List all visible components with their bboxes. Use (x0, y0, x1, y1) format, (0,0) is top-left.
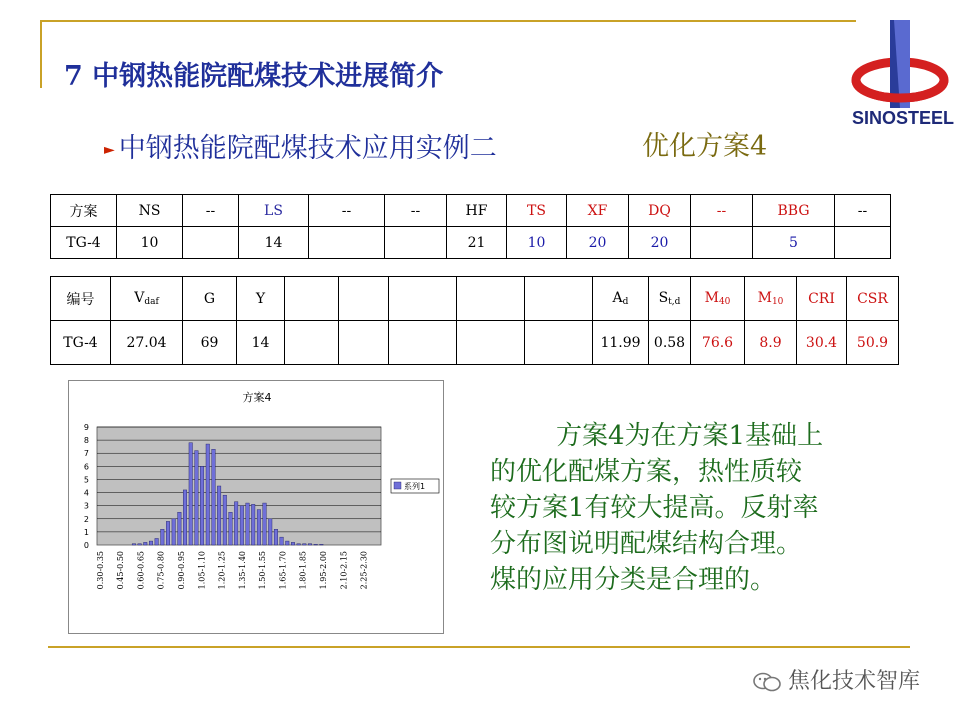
chart-bar (138, 544, 142, 545)
table-cell: 0.58 (649, 321, 691, 365)
table-cell: 27.04 (111, 321, 183, 365)
plot-area (97, 427, 381, 545)
table-cell: 方案 (51, 195, 117, 227)
table-cell: CRI (797, 277, 847, 321)
table-cell (285, 277, 339, 321)
chart-bar (223, 495, 227, 545)
chart-bar (291, 542, 295, 545)
chart-bar (155, 538, 159, 545)
frame-top-line (40, 20, 856, 22)
chart-bar (246, 503, 250, 545)
chart-bar (280, 537, 284, 545)
watermark (752, 664, 920, 695)
chart-bar (144, 542, 148, 545)
table-cell: 21 (447, 227, 507, 259)
table-cell: 14 (237, 321, 285, 365)
table-cell (457, 321, 525, 365)
table-cell (525, 277, 593, 321)
table-cell: -- (309, 195, 385, 227)
table-cell: 10 (117, 227, 183, 259)
chart-bar (166, 521, 170, 545)
x-tick-label: 1.05-1.10 (197, 551, 207, 590)
table-cell: G (183, 277, 237, 321)
table-cell (835, 227, 891, 259)
description-line: 的优化配煤方案，热性质较 (490, 457, 803, 487)
table-cell (309, 227, 385, 259)
chart-bar (263, 503, 267, 545)
chart-bar (314, 544, 318, 545)
x-tick-label: 1.50-1.55 (258, 551, 268, 590)
table-cell (183, 227, 239, 259)
table-cell (745, 277, 797, 321)
frame-bottom-line (48, 646, 910, 648)
table-header-row (51, 195, 891, 227)
m40-main: M (704, 290, 719, 306)
table-cell: 10 (507, 227, 567, 259)
chart-bar (189, 443, 193, 545)
table-cell: NS (117, 195, 183, 227)
table-cell: 14 (239, 227, 309, 259)
table-cell: DQ (629, 195, 691, 227)
table-cell (691, 277, 745, 321)
chart-bar (257, 510, 261, 545)
coke-quality-table (50, 276, 899, 365)
table-header-row (51, 277, 899, 321)
x-tick-label: 2.25-2.30 (359, 551, 369, 590)
page-title: 7 中钢热能院配煤技术进展简介 (64, 61, 444, 92)
y-tick-label: 3 (83, 501, 89, 511)
chart-bar (212, 449, 216, 545)
ad-main: A (612, 290, 623, 306)
table-cell: -- (835, 195, 891, 227)
chart-bar (183, 490, 187, 545)
table-cell (385, 227, 447, 259)
std-sub: t,d (668, 297, 681, 307)
frame-left-line (40, 20, 42, 88)
chart-bar (286, 541, 290, 545)
table-cell: CSR (847, 277, 899, 321)
y-tick-label: 1 (83, 527, 89, 537)
table-cell (691, 227, 753, 259)
table-cell: TG-4 (51, 321, 111, 365)
table-cell (111, 277, 183, 321)
x-tick-label: 0.75-0.80 (156, 551, 166, 590)
table-cell: 30.4 (797, 321, 847, 365)
table-cell (525, 321, 593, 365)
m40-sub: 40 (718, 297, 731, 307)
y-tick-label: 4 (83, 488, 89, 498)
std-main: S (658, 290, 669, 306)
table-cell: TS (507, 195, 567, 227)
table-cell (649, 277, 691, 321)
y-tick-label: 8 (83, 436, 89, 446)
table-cell: 76.6 (691, 321, 745, 365)
vdaf-main: V (134, 290, 145, 306)
table-cell (593, 277, 649, 321)
reflectance-chart (69, 381, 443, 633)
chart-bar (303, 544, 307, 545)
x-tick-label: 1.20-1.25 (217, 551, 227, 590)
y-tick-label: 0 (83, 541, 89, 550)
description-text (490, 418, 890, 598)
x-tick-label: 0.60-0.65 (136, 551, 146, 590)
x-tick-label: 0.90-0.95 (176, 551, 186, 590)
logo-text: SINOSTEEL (852, 108, 955, 128)
chart-bar (320, 544, 324, 545)
wechat-icon (752, 671, 782, 693)
x-tick-label: 1.65-1.70 (278, 551, 288, 590)
m10-sub: 10 (771, 297, 784, 307)
chart-bar (178, 512, 182, 545)
chart-title: 方案4 (242, 391, 272, 404)
table-cell: 5 (753, 227, 835, 259)
chart-bar (206, 444, 210, 545)
chart-bar (195, 451, 199, 545)
description-line: 煤的应用分类是合理的。 (490, 565, 777, 595)
table-row (51, 321, 899, 365)
table-cell: 20 (567, 227, 629, 259)
chart-bar (200, 466, 204, 545)
chart-bar (297, 544, 301, 545)
table-cell: TG-4 (51, 227, 117, 259)
table-cell (339, 321, 389, 365)
table-cell: LS (239, 195, 309, 227)
table-cell (457, 277, 525, 321)
table-cell (285, 321, 339, 365)
chart-bar (132, 544, 136, 545)
subtitle-text: 中钢热能院配煤技术应用实例二 (118, 133, 497, 164)
x-tick-label: 0.45-0.50 (116, 551, 126, 590)
y-tick-label: 2 (83, 514, 89, 524)
description-line: 分布图说明配煤结构合理。 (490, 529, 803, 559)
chart-bar (217, 486, 221, 545)
table-cell: 69 (183, 321, 237, 365)
table-cell: HF (447, 195, 507, 227)
table-cell: -- (691, 195, 753, 227)
table-cell (389, 277, 457, 321)
description-line: 方案4为在方案1基础上 (556, 421, 824, 451)
table-cell: -- (385, 195, 447, 227)
table-cell: 20 (629, 227, 691, 259)
reflectance-chart-box (68, 380, 444, 634)
y-tick-label: 7 (83, 449, 89, 459)
ad-sub: d (622, 297, 629, 307)
table-cell: 编号 (51, 277, 111, 321)
watermark-text: 焦化技术智库 (788, 669, 921, 694)
legend-label: 系列1 (404, 482, 426, 491)
table-cell: XF (567, 195, 629, 227)
table-cell: -- (183, 195, 239, 227)
table-cell: 11.99 (593, 321, 649, 365)
chart-bar (172, 519, 176, 545)
m10-main: M (757, 290, 772, 306)
chart-bar (240, 506, 244, 545)
x-tick-label: 2.10-2.15 (339, 551, 349, 590)
chart-bar (274, 529, 278, 545)
chart-bar (229, 512, 233, 545)
y-tick-label: 9 (83, 423, 89, 432)
table-cell: Y (237, 277, 285, 321)
chart-bar (234, 502, 238, 545)
subtitle (104, 126, 497, 165)
table-row (51, 227, 891, 259)
blend-ratio-table (50, 194, 891, 259)
chart-bar (149, 541, 153, 545)
table-cell: 8.9 (745, 321, 797, 365)
x-tick-label: 1.95-2.00 (318, 551, 328, 590)
table-cell: BBG (753, 195, 835, 227)
x-tick-label: 0.30-0.35 (95, 551, 105, 590)
bullet-triangle-icon: ► (104, 141, 115, 158)
table-cell (389, 321, 457, 365)
variant-label: 优化方案4 (642, 131, 768, 162)
x-tick-label: 1.80-1.85 (298, 551, 308, 590)
table-cell (339, 277, 389, 321)
legend-swatch (394, 482, 401, 489)
chart-bar (251, 504, 255, 545)
chart-bar (161, 529, 165, 545)
y-tick-label: 6 (83, 462, 89, 472)
table-cell: 50.9 (847, 321, 899, 365)
x-tick-label: 1.35-1.40 (237, 551, 247, 590)
description-line: 较方案1有较大提高。反射率 (490, 493, 819, 523)
chart-bar (308, 544, 312, 545)
chart-bar (268, 519, 272, 545)
vdaf-sub: daf (144, 297, 159, 307)
y-tick-label: 5 (83, 475, 89, 485)
